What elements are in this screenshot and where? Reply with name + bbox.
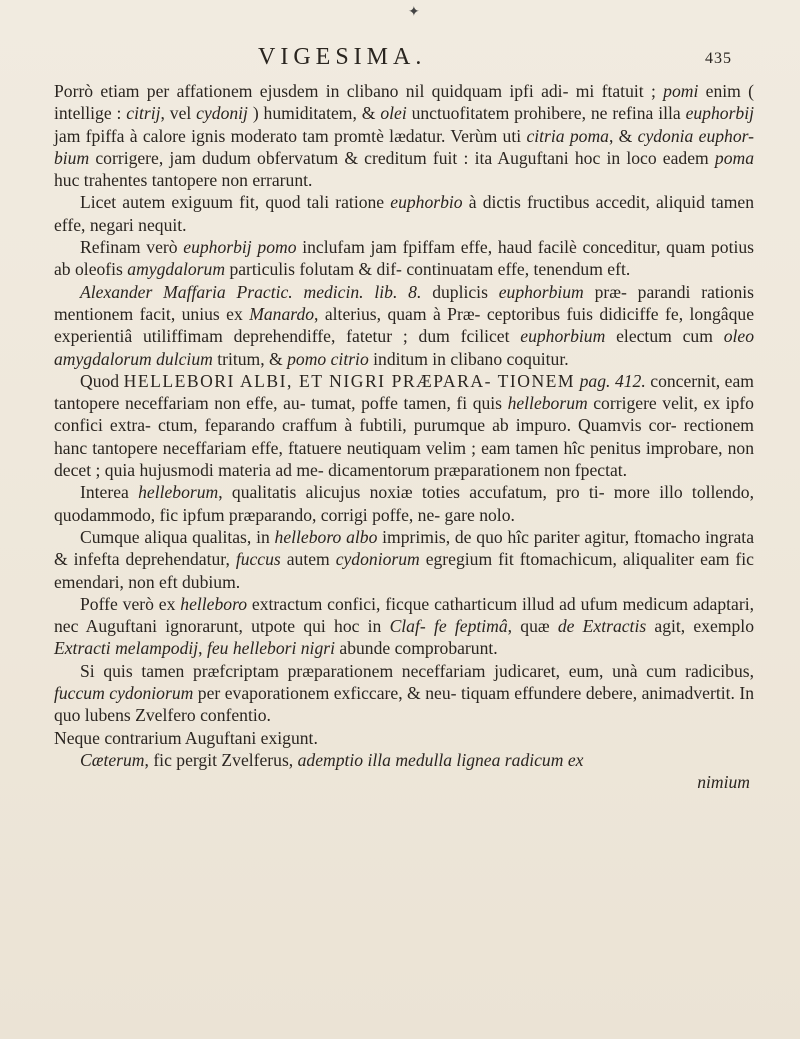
italic-text: euphorbium (498, 281, 584, 302)
italic-text: amygdalorum (127, 259, 226, 280)
text-run: , fic pergit Zvelferus, (144, 749, 298, 770)
text-run: , alterius, quam à Præ- ceptoribus fuis didiciffe fe, longâque experientiâ utiliffimam deprehendiffe, fatetur ; dum fcilicet (54, 303, 754, 347)
text-run: duplicis (421, 281, 499, 302)
text-run: inclufam jam fpiffam effe, haud facilè conceditur, quam potius ab oleofis (54, 237, 754, 280)
text-run: Interea (80, 482, 139, 503)
italic-text: Claf- fe feptimâ (389, 616, 508, 637)
italic-text: Alexander Maffaria Practic. medicin. lib. 8. (80, 281, 422, 302)
page-body (54, 80, 754, 794)
text-run: , quæ (507, 616, 558, 637)
text-run: Neque contrarium Auguftani exigunt. (54, 727, 318, 748)
italic-text: fuccum cydoniorum (54, 683, 194, 704)
italic-text: helleboro albo (274, 526, 378, 547)
italic-text: citria poma (526, 125, 609, 146)
italic-text: fuccus (235, 549, 281, 570)
italic-text: pag. 412. (579, 370, 646, 391)
italic-text: citrij (126, 103, 161, 124)
text-run: imprimis, de quo hîc pariter agitur, ftomacho ingrata & infefta deprehendatur, (54, 526, 754, 570)
text-run: Refinam verò (80, 237, 184, 258)
text-run: , qualitatis alicujus noxiæ toties accufatum, pro ti- more illo tollendo, quodammodo, fic ipfum præparando, corrigi poffe, ne- gare nolo. (54, 482, 754, 525)
text-run: abunde comprobarunt. (334, 638, 498, 659)
text-run: jam fpiffa à calore ignis moderato tam promtè lædatur. Verùm uti (54, 125, 527, 146)
italic-text: euphorbium (520, 326, 606, 347)
italic-text: pomi (663, 81, 699, 101)
text-run: tritum, & (212, 348, 288, 369)
italic-text: cydonij (196, 103, 248, 124)
text-run: Cumque aliqua qualitas, in (80, 526, 275, 547)
italic-text: de Extractis (557, 616, 647, 637)
text-run: unctuofitatem prohibere, ne refina illa (406, 103, 686, 124)
text-run: à dictis fructibus accedit, aliquid tamen effe, negari nequit. (54, 192, 754, 235)
text-run: HELLEBORI ALBI, ET NIGRI PRÆPARA- TIONEM (123, 370, 576, 391)
italic-text: Manardo (249, 303, 315, 324)
italic-text: cydonia euphor- bium (54, 125, 754, 168)
paragraph (54, 281, 754, 370)
text-run: præ- parandi rationis mentionem facit, unius ex (54, 281, 754, 324)
paragraph (54, 749, 754, 771)
paragraph (54, 236, 754, 281)
page-number: 435 (705, 50, 732, 67)
italic-text: helleborum (138, 482, 219, 503)
text-run: ) humiditatem, & (247, 103, 381, 124)
text-run: Si quis tamen præfcriptam præparationem neceffariam judicaret, eum, unà cum radicibus, (80, 660, 754, 681)
italic-text: ademptio illa medulla lignea radicum ex (297, 749, 584, 770)
page-header (0, 44, 800, 74)
italic-text: pomo citrio (287, 348, 369, 369)
paragraph (54, 481, 754, 526)
catchword-text: nimium (697, 772, 750, 793)
italic-text: oleo amygdalorum dulcium (54, 326, 754, 369)
italic-text: feu hellebori nigri (206, 638, 335, 659)
italic-text: cydoniorum (335, 549, 420, 570)
paragraph (54, 727, 754, 749)
text-run: concernit, eam tantopere neceffariam non effe, au- tumat, poffe tamen, fi quis (54, 370, 754, 414)
text-run: Licet autem exiguum fit, quod tali ratione (80, 192, 391, 213)
italic-text: poma (714, 147, 754, 168)
text-run: Poffe verò ex (80, 593, 181, 614)
text-run: Quod (80, 370, 124, 391)
text-run: , (198, 638, 207, 659)
paragraph (54, 593, 754, 660)
italic-text: euphorbij (685, 103, 754, 124)
italic-text: helleborum (507, 393, 588, 414)
text-run: particulis folutam & dif- continuatam effe, tenendum eft. (225, 259, 631, 280)
paragraph (54, 660, 754, 727)
italic-text: euphorbij pomo (183, 237, 297, 258)
italic-text: Cæterum (80, 749, 145, 770)
text-run: extractum confici, ficque catharticum illud ad ufum medicum adaptari, nec Auguftani ignorarunt, utpote qui hoc in (54, 593, 754, 637)
text-run: corrigere, jam dudum obfervatum & creditum fuit : ita Auguftani hoc in loco eadem (89, 147, 715, 168)
text-run: inditum in clibano coquitur. (368, 348, 569, 369)
paragraph (54, 526, 754, 593)
text-run: , vel (160, 103, 197, 124)
italic-text: olei (380, 103, 407, 124)
catchword (54, 771, 754, 793)
text-run: agit, exemplo (646, 616, 754, 637)
paragraph (54, 80, 754, 191)
ornament-mark: ✦ (408, 5, 420, 20)
text-run: enim ( intellige : (54, 81, 754, 124)
text-run: Porrò etiam per affationem ejusdem in clibano nil quidquam ipfi adi- mi ftatuit ; (54, 81, 664, 101)
running-head: VIGESIMA. (258, 44, 427, 70)
paragraph (54, 191, 754, 236)
italic-text: euphorbio (390, 192, 463, 213)
italic-text: helleboro (180, 593, 248, 614)
text-run: corrigere velit, ex ipfo confici extra- ctum, feparando craffum à fubtili, purumque ab impuro. Quamvis cor- rectionem hanc tantopere neceffariam effe, ftatuere neutiquam velim ; eam tamen hîc penitus improbare, non decet ; quia hujusmodi materia ad me- dicamentorum præparationem non fpectat. (54, 393, 754, 481)
text-run: egregium fit ftomachicum, aliqualiter eam fic emendari, non eft dubium. (54, 549, 754, 592)
text-run: huc trahentes tantopere non errarunt. (54, 170, 313, 191)
paragraph (54, 370, 754, 481)
italic-text: Extracti melampodij (54, 638, 199, 659)
text-run: , & (608, 125, 638, 146)
text-run: autem (280, 549, 336, 570)
text-run: electum cum (605, 326, 724, 347)
text-run: per evaporationem exficcare, & neu- tiquam effundere debere, animadvertit. In quo lubens Zvelfero confentio. (54, 683, 755, 726)
